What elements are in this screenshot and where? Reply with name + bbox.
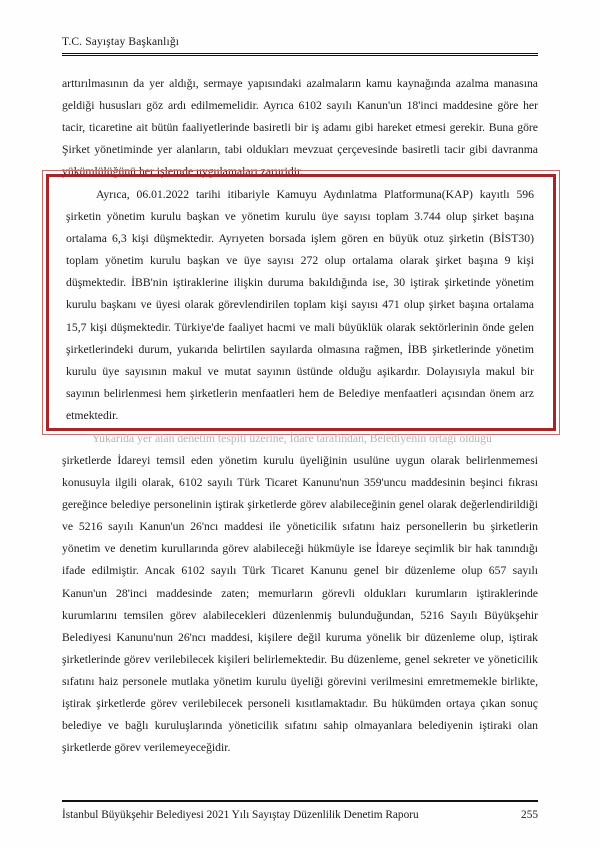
page-header	[62, 36, 538, 56]
footer-report-title: İstanbul Büyükşehir Belediyesi 2021 Yılı Sayıştay Düzenlilik Denetim Raporu	[62, 809, 419, 821]
paragraph-faded-line-wrap	[62, 428, 538, 450]
paragraph-highlighted: Ayrıca, 06.01.2022 tarihi itibariyle Kamuyu Aydınlatma Platformuna(KAP) kayıtlı 596 şirketin yönetim kurulu başkan ve yönetim kurulu üye sayısı toplam 3.744 olup şirket başına ortalama 6,3 kişi düşmektedir. Ayrıyeten borsada işlem gören en büyük otuz şirketin (BİST30) toplam yönetim kurulu başkan ve üye sayısı 272 olup ortalama olarak şirket başına 9 kişi düşmektedir. İBB'nin iştiraklerine ilişkin duruma bakıldığında ise, 30 iştirak şirketinde yönetim kurulu başkanı ve üyesi olarak görevlendirilen toplam kişi sayısı 471 olup şirket başına ortalama 15,7 kişi düşmektedir. Türkiye'de faaliyet hacmi ve mali büyüklük olarak sektörlerinin önde gelen şirketlerindeki durum, yukarıda belirtilen sayılarda olmasına rağmen, İBB şirketlerinde yönetim kurulu üye sayısının makul ve mutat sayının üstünde olduğu aşikardır. Dolayısıyla makul bir sayının belirlenmesi hem şirketlerin menfaatleri hem de Belediye menfaatleri açısından önem arz etmektedir.	[66, 188, 534, 422]
paragraph-faded-first-line: Yukarıda yer alan denetim tespiti üzerine, İdare tarafından, Belediyenin ortağı olduğu	[92, 432, 492, 445]
page-footer	[62, 800, 538, 821]
paragraph-intro: arttırılmasının da yer aldığı, sermaye yapısındaki azalmaların kamu kaynağında azalma manasına geldiği hususları göz ardı edilmemelidir. Ayrıca 6102 sayılı Kanun'un 18'inci maddesine göre her tacir, ticaretine ait bütün faaliyetlerinde basiretli bir iş adamı gibi hareket etmesi gerekir. Buna göre Şirket yönetiminde yer alanların, tabi oldukları mevzuat çerçevesinde basiretli tacir gibi davranma yükümlülüğünü her işlemde uygulamaları zaruridir.	[62, 77, 538, 179]
footer-row	[62, 809, 538, 821]
footer-page-number: 255	[521, 809, 538, 821]
header-divider	[62, 53, 538, 56]
paragraph-body: şirketlerde İdareyi temsil eden yönetim kurulu üyeliğinin usulüne uygun olarak belirlenmemesi konusuyla ilgili olarak, 6102 sayılı Türk Ticaret Kanunu'nun 359'uncu maddesinin beşinci fıkrası gereğince belediye personelinin iştirak şirketlerde görev alabileceğinin genel olarak değerlendirildiği ve 5216 sayılı Kanun'un 26'ncı maddesi ile yöneticilik sıfatını haiz personellerin bu şirketlerin yönetim ve denetim kurullarında görev alabileceği hükmüyle ise İdareye seçimlik bir hak tanındığı ifade edilmiştir. Ancak 6102 sayılı Türk Ticaret Kanunu genel bir düzenleme olup 657 sayılı Kanun'un 28'inci maddesinde zaten; memurların görevli oldukları kurumların iştiraklerinde kurumlarını temsilen görev alabilecekleri düzenlenmiş bulunduğundan, 5216 Sayılı Büyükşehir Belediyesi Kanunu'nun 26'ncı maddesi, kişilere değil kuruma yönelik bir düzenleme olup, iştirak şirketlerinde görev verilebilecek kişileri belirlemektedir. Bu düzenleme, genel sekreter ve yöneticilik sıfatını haiz personele mutlaka yönetim kurulu üyeliği görevini verilmesini emretmemekle birlikte, iştirak şirketlerde görev verilebilecek personeli kısıtlamaktadır. Bu hükümden ortaya çıkan sonuç belediye ve bağlı kuruluşlarında yöneticilik sıfatını sahip olmayanlara belediyenin iştiraki olan şirketlerde görev verilemeyeceğidir.	[62, 454, 538, 755]
footer-divider	[62, 800, 538, 802]
header-title: T.C. Sayıştay Başkanlığı	[62, 36, 180, 48]
